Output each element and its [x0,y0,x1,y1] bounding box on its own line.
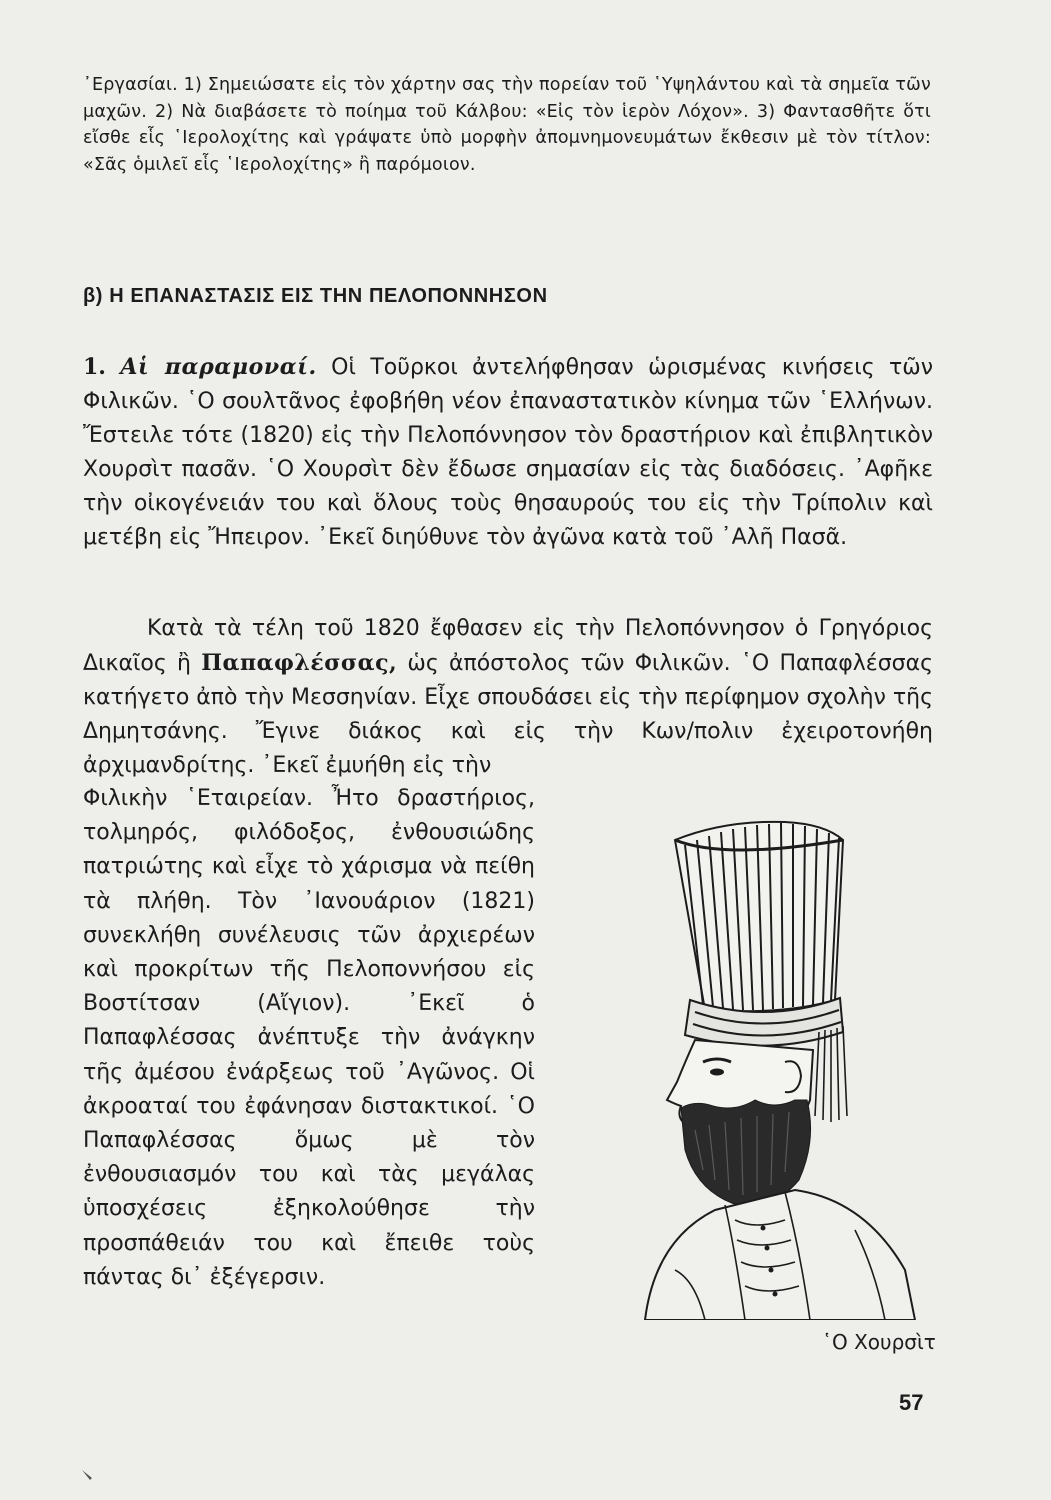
paragraph-2-cont-text: Φιλικὴν ῾Εταιρείαν. Ἦτο δραστήριος, τολμηρός, φιλόδοξος, ἐνθουσιώδης πατριώτης καὶ εἶχε τὸ χάρισμα νὰ πείθη τὰ πλήθη. Τὸν ᾿Ιανουάριον (1821) συνεκλήθη συνέλευσις τῶν ἀρχιερέων καὶ προκρίτων τῆς Πελοποννήσου εἰς Βοστίτσαν (Αἴγιον). ᾿Εκεῖ ὁ Παπαφλέσσας ἀνέπτυξε τὴν ἀνάγκην τῆς ἀμέσου ἐνάρξεως τοῦ ᾿Αγῶνος. Οἱ ἀκροαταί του ἐφάνησαν διστακτικοί. ῾Ο Παπαφλέσσας ὅμως μὲ τὸν ἐνθουσιασμόν του καὶ τὰς μεγάλας ὑποσχέσεις ἐξηκολούθησε τὴν προσπάθειάν του καὶ ἔπειθε τοὺς πάντας δι᾿ ἐξέγερσιν. [83,786,535,1290]
paragraph-1-text: Οἱ Τοῦρκοι ἀντελήφθησαν ὡρισμένας κινήσεις τῶν Φιλικῶν. ῾Ο σουλτᾶνος ἐφοβήθη νέον ἐπαναστατικὸν κίνημα τῶν ῾Ελλήνων. Ἔστειλε τότε (1820) εἰς τὴν Πελοπόννησον τὸν δραστήριον καὶ ἐπιβλητικὸν Χουρσὶτ πασᾶν. ῾Ο Χουρσὶτ δὲν ἔδωσε σημασίαν εἰς τὰς διαδόσεις. ᾿Αφῆκε τὴν οἰκογένειάν του καὶ ὅλους τοὺς θησαυρούς του εἰς τὴν Τρίπολιν καὶ μετέβη εἰς Ἤπειρον. ᾿Εκεῖ διηύθυνε τὸν ἀγῶνα κατὰ τοῦ ᾿Αλῆ Πασᾶ. [83,355,933,550]
portrait-engraving [585,800,945,1320]
section-title: β) Η ΕΠΑΝΑΣΤΑΣΙΣ ΕΙΣ ΤΗΝ ΠΕΛΟΠΟΝΝΗΣΟΝ [83,285,548,307]
figure-caption: ῾Ο Χουρσὶτ [822,1330,936,1354]
paragraph-2 [83,612,933,783]
ink-speck-icon [80,1468,96,1482]
papaflessas-bold: Παπαφλέσσας, [201,650,398,676]
paragraph-lead: Αἱ παραμοναί. [120,354,317,380]
paragraph-2-text-after: ὡς ἀπόστολος τῶν Φιλικῶν. ῾Ο Παπαφλέσσας κατήγετο ἀπὸ τὴν Μεσσηνίαν. Εἶχε σπουδάσει εἰς τὴν περίφημον σχολὴν τῆς Δημητσάνης. Ἔγινε διάκος καὶ εἰς τὴν Κων/πολιν ἐχειροτονήθη ἀρχιμανδρίτης. ᾿Εκεῖ ἐμυήθη εἰς τὴν [83,651,933,778]
exercises-text: ᾿Εργασίαι. 1) Σημειώσατε εἰς τὸν χάρτην σας τὴν πορείαν τοῦ ῾Υψηλάντου καὶ τὰ σημεῖα τῶν μαχῶν. 2) Νὰ διαβάσετε τὸ ποίημα τοῦ Κάλβου: «Εἰς τὸν ἱερὸν Λόχον». 3) Φαντασθῆτε ὅτι εἴσθε εἷς ῾Ιερολοχίτης καὶ γράψατε ὑπὸ μορφὴν ἀπομνημονευμάτων ἔκθεσιν μὲ τὸν τίτλον: «Σᾶς ὁμιλεῖ εἷς ῾Ιερολοχίτης» ἢ παρόμοιον. [83,75,931,175]
paragraph-number: 1. [83,354,106,380]
paragraph-1 [83,350,933,555]
page-number: 57 [899,1390,924,1415]
paragraph-2-text-before: Κατὰ τὰ τέλη τοῦ 1820 ἔφθασεν εἰς τὴν Πελοπόννησον ὁ Γρηγόριος Δικαῖος ἢ [83,616,933,676]
paragraph-2-continued [83,782,535,1295]
exercises-block [83,72,931,178]
